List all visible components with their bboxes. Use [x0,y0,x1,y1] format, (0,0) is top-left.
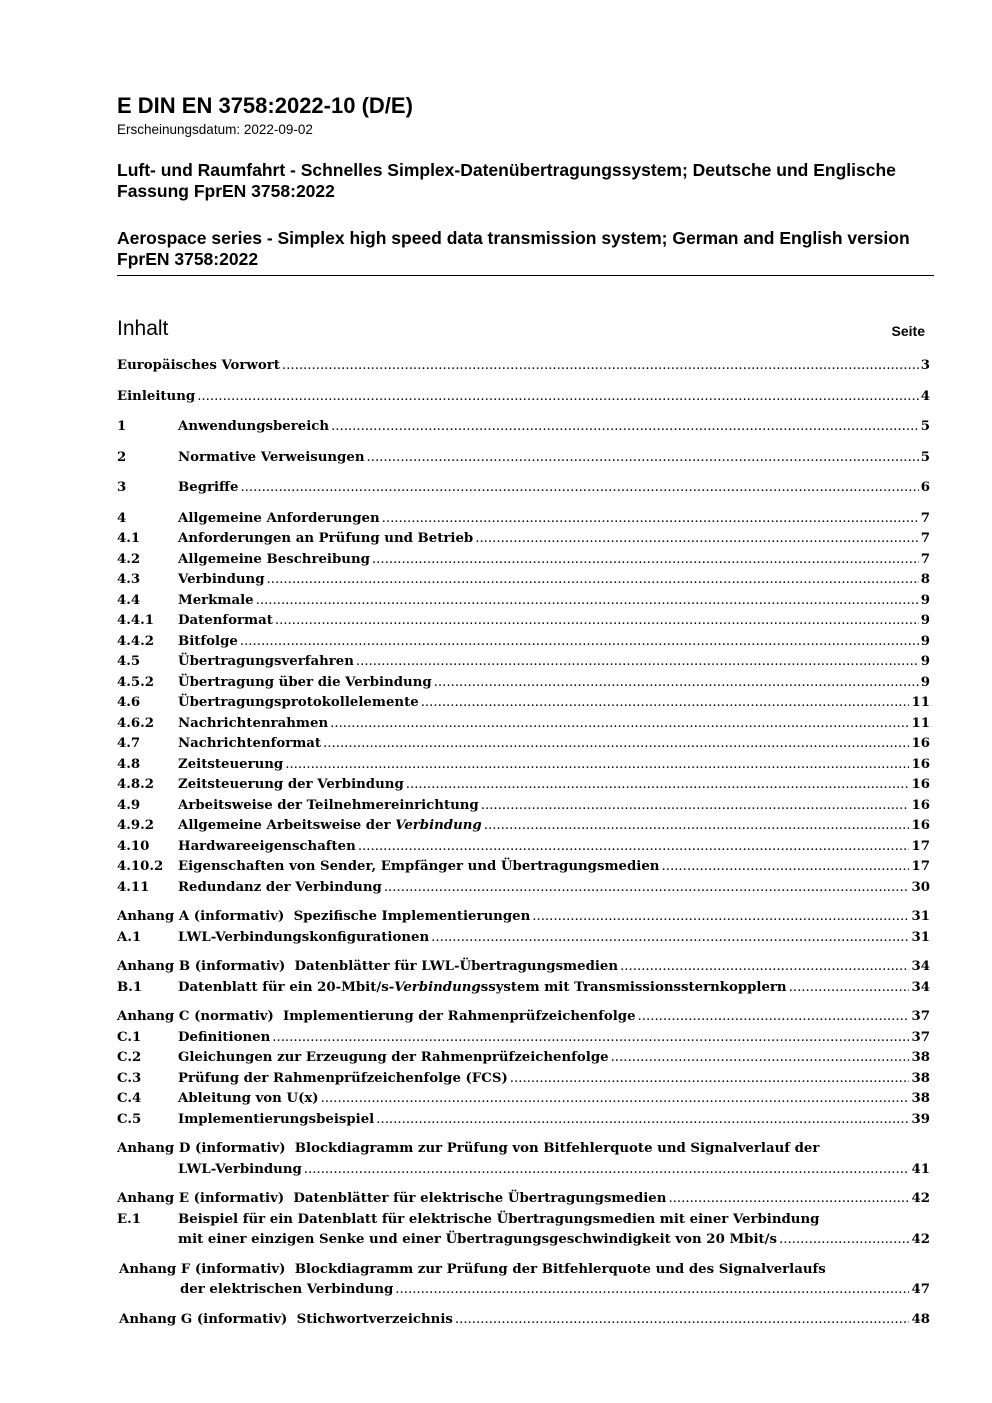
toc-entry[interactable] [117,478,930,499]
toc-entry-page: 16 [911,818,930,833]
toc-entry-page: 9 [920,633,930,649]
toc-entry[interactable] [117,570,930,591]
toc-dot-leader [372,550,919,571]
toc-dot-leader [323,734,909,755]
toc-entry-label: Ableitung von U(x) [178,1091,319,1106]
toc-entry-label: Übertragungsverfahren [178,654,354,669]
toc-entry[interactable] [117,632,930,653]
toc-dot-leader [367,448,919,469]
toc-entry-number: 4.8 [117,756,141,772]
toc-entry-page: 8 [920,572,930,587]
toc-entry-page: 5 [920,449,930,465]
toc-dot-leader [382,509,919,530]
toc-dot-leader [272,1028,909,1049]
toc-entry-annex[interactable] [117,1260,930,1281]
toc-entry-label: Bitfolge [178,633,238,649]
toc-entry[interactable] [117,1028,930,1049]
toc-entry-label: Implementierungsbeispiel [178,1111,375,1127]
toc-entry-label: Merkmale [178,592,254,608]
toc-entry-page: 6 [920,480,930,495]
toc-entry[interactable] [117,714,930,735]
toc-dot-leader [406,775,910,796]
document-id: E DIN EN 3758:2022-10 (D/E) [117,93,413,118]
toc-dot-leader [779,1230,909,1251]
toc-entry-page: 9 [920,592,930,608]
toc-entry-page: 11 [911,715,930,731]
toc-dot-leader [532,907,909,928]
toc-entry-label: Nachrichtenrahmen [178,715,329,731]
toc-entry-number: 4.2 [117,551,141,567]
toc-entry-annex-continuation[interactable] [117,1280,930,1301]
toc-entry-number: 4.7 [117,736,141,751]
toc-entry-page: 7 [920,531,930,546]
toc-entry-page: 11 [911,695,930,710]
table-of-contents [117,356,930,1330]
toc-entry[interactable] [117,775,930,796]
toc-entry-number: 4.9.2 [117,818,155,833]
toc-entry-number: 4.1 [117,531,141,546]
toc-entry-annex[interactable] [117,907,930,928]
toc-entry-label-text: Allgemeine Arbeitsweise der [178,818,391,833]
toc-dot-leader [304,1160,910,1181]
toc-entry[interactable] [117,591,930,612]
toc-entry-label [178,978,787,999]
toc-entry-label: Anwendungsbereich [178,419,330,434]
toc-entry-number: 4.10 [117,838,150,854]
toc-dot-leader [510,1069,910,1090]
toc-entry-label: Anhang B (informativ) Datenblätter für LWL-Übertragungsmedien [117,959,619,974]
toc-entry-label: Datenformat [178,613,273,628]
toc-entry-label: Definitionen [178,1029,271,1045]
toc-entry-label: Anhang G (informativ) Stichwortverzeichnis [119,1311,453,1327]
toc-dot-leader [661,857,909,878]
toc-entry-number: 4.6.2 [117,715,155,731]
toc-entry-number: C.2 [117,1050,142,1065]
toc-entry[interactable] [117,529,930,550]
toc-entry-page: 41 [911,1161,930,1177]
toc-heading: Inhalt [117,317,169,340]
toc-entry-number: 4.4.2 [117,633,155,649]
toc-entry-number: 4.6 [117,695,141,710]
toc-entry-page: 16 [911,756,930,772]
toc-dot-leader [356,652,919,673]
toc-entry-page: 16 [911,797,930,813]
toc-entry[interactable] [117,1048,930,1069]
toc-entry-page: 3 [920,358,930,373]
toc-entry-annex[interactable] [117,1007,930,1028]
toc-entry[interactable] [117,755,930,776]
toc-entry-number: 4.4 [117,592,141,608]
toc-entry-page: 4 [920,388,930,404]
toc-entry-label: Beispiel für ein Datenblatt für elektrische Übertragungsmedien mit einer Verbindung [178,1211,820,1227]
toc-entry-label-italic: Verbindung [394,979,481,995]
toc-entry-number: 4.5 [117,654,141,669]
toc-entry-label: Allgemeine Anforderungen [178,510,380,526]
toc-dot-leader [240,478,918,499]
toc-entry[interactable] [117,448,930,469]
toc-entry-page: 9 [920,674,930,690]
toc-entry-number: 4.8.2 [117,777,155,792]
toc-entry[interactable] [117,652,930,673]
toc-dot-leader [395,1280,909,1301]
toc-entry-number: A.1 [117,929,142,945]
toc-entry-label: Anhang C (normativ) Implementierung der Rahmenprüfzeichenfolge [117,1009,636,1024]
toc-entry-page: 37 [911,1009,930,1024]
toc-entry-label: Anhang F (informativ) Blockdiagramm zur Prüfung der Bitfehlerquote und des Signalverlaufs [119,1261,826,1277]
toc-entry-label: Hardwareeigenschaften [178,838,356,854]
toc-entry-label-line2: mit einer einzigen Senke und einer Übertragungsgeschwindigkeit von 20 Mbit/s [178,1232,777,1247]
toc-dot-leader [285,755,909,776]
toc-entry-label: Allgemeine Beschreibung [178,551,370,567]
toc-entry-number: 4.9 [117,797,141,813]
toc-dot-leader [267,570,919,591]
header-divider [117,275,934,276]
toc-entry-label: Normative Verweisungen [178,449,365,465]
toc-entry-number: 4.5.2 [117,674,155,690]
toc-entry-label: Arbeitsweise der Teilnehmereinrichtung [178,797,479,813]
toc-entry-number: 4 [117,510,127,526]
toc-entry-label: Europäisches Vorwort [117,358,280,373]
toc-dot-leader [384,878,910,899]
toc-entry-annex[interactable] [117,957,930,978]
publication-date: Erscheinungsdatum: 2022-09-02 [117,122,313,137]
toc-entry-page: 5 [920,419,930,434]
toc-entry-label: Nachrichtenformat [178,736,322,751]
toc-entry[interactable] [117,611,930,632]
toc-entry-page: 48 [911,1311,930,1327]
toc-entry-label: Prüfung der Rahmenprüfzeichenfolge (FCS) [178,1070,508,1086]
toc-entry-label-italic: Verbindung [395,818,482,833]
toc-entry-label: Redundanz der Verbindung [178,879,382,895]
toc-entry-page: 39 [911,1111,930,1127]
toc-entry-number: E.1 [117,1211,142,1227]
toc-dot-leader [421,693,910,714]
toc-entry-label: LWL-Verbindungskonfigurationen [178,929,430,945]
toc-entry[interactable] [117,1210,930,1231]
toc-dot-leader [481,796,910,817]
toc-entry-label-line2: der elektrischen Verbindung [180,1282,394,1297]
toc-entry[interactable] [117,857,930,878]
title-english: Aerospace series - Simplex high speed data transmission system; German and English version FprEN 3758:2022 [117,228,910,269]
toc-entry[interactable] [117,837,930,858]
toc-entry-label: Anhang D (informativ) Blockdiagramm zur Prüfung von Bitfehlerquote und Signalverlauf der [117,1141,820,1156]
toc-entry[interactable] [117,1069,930,1090]
toc-entry-annex-continuation[interactable] [117,1160,930,1181]
toc-dot-leader [455,1310,910,1331]
toc-entry-annex[interactable] [117,1189,930,1210]
toc-entry[interactable] [117,356,930,377]
toc-entry-label [178,816,482,837]
toc-dot-leader [256,591,919,612]
toc-entry[interactable] [117,796,930,817]
toc-entry-number: 4.11 [117,879,150,895]
toc-entry-label-text: Datenblatt für ein 20-Mbit/s- [178,979,395,995]
toc-entry[interactable] [117,878,930,899]
toc-entry-number: C.4 [117,1091,142,1106]
toc-entry[interactable] [117,978,930,999]
toc-entry-annex[interactable] [117,1139,930,1160]
toc-entry-label: Zeitsteuerung der Verbindung [178,777,404,792]
toc-entry-label-tail: ssystem mit Transmissionssternkopplern [480,979,787,995]
toc-entry[interactable] [117,928,930,949]
toc-entry-number: 3 [117,480,127,495]
toc-dot-leader [358,837,910,858]
toc-entry-number: C.3 [117,1070,142,1086]
toc-dot-leader [330,714,909,735]
toc-dot-leader [197,387,919,408]
toc-dot-leader [638,1007,910,1028]
toc-entry-number: 4.3 [117,572,141,587]
toc-dot-leader [611,1048,910,1069]
toc-entry-number: C.5 [117,1111,142,1127]
toc-entry-page: 16 [911,736,930,751]
toc-entry-page: 30 [911,879,930,895]
toc-dot-leader [431,928,909,949]
toc-entry-page: 38 [911,1050,930,1065]
toc-entry-annex[interactable] [117,1310,930,1331]
toc-entry-label: Übertragungsprotokollelemente [178,695,419,710]
toc-entry-page: 38 [911,1091,930,1106]
toc-entry-label: Übertragung über die Verbindung [178,674,432,690]
toc-entry-page: 34 [911,959,930,974]
toc-entry-page: 17 [911,838,930,854]
toc-entry-page: 42 [911,1232,930,1247]
toc-entry-number: 4.10.2 [117,859,164,874]
document-header [117,93,934,270]
toc-entry[interactable] [117,1089,930,1110]
toc-entry-label: Anhang E (informativ) Datenblätter für elektrische Übertragungsmedien [117,1191,667,1206]
toc-entry-number: 1 [117,419,127,434]
toc-dot-leader [376,1110,909,1131]
toc-entry-page: 17 [911,859,930,874]
toc-dot-leader [668,1189,909,1210]
toc-entry[interactable] [117,387,930,408]
toc-dot-leader [475,529,919,550]
toc-entry-label: Anforderungen an Prüfung und Betrieb [178,531,474,546]
toc-entry[interactable] [117,734,930,755]
toc-entry-number: 2 [117,449,127,465]
toc-dot-leader [282,356,919,377]
toc-entry-label-line2: LWL-Verbindung [178,1161,302,1177]
toc-entry-number: B.1 [117,979,143,995]
toc-entry-page: 42 [911,1191,930,1206]
toc-entry[interactable] [117,673,930,694]
toc-entry-label: Zeitsteuerung [178,756,284,772]
toc-entry-number: 4.4.1 [117,613,155,628]
toc-entry-label: Anhang A (informativ) Spezifische Implementierungen [117,909,531,924]
toc-entry-label: Verbindung [178,572,265,587]
toc-entry-continuation[interactable] [117,1230,930,1251]
toc-dot-leader [789,978,910,999]
toc-entry-page: 16 [911,777,930,792]
toc-dot-leader [484,816,910,837]
toc-entry-page: 31 [911,929,930,945]
title-german: Luft- und Raumfahrt - Schnelles Simplex-Datenübertragungssystem; Deutsche und Englische Fassung FprEN 3758:2022 [117,160,896,201]
toc-entry-page: 34 [911,979,930,995]
toc-entry-label: Einleitung [117,388,196,404]
toc-page-column-label: Seite [891,323,925,339]
toc-entry[interactable] [117,1110,930,1131]
toc-entry-number: C.1 [117,1029,142,1045]
toc-entry-label: Gleichungen zur Erzeugung der Rahmenprüfzeichenfolge [178,1050,609,1065]
toc-entry-page: 9 [920,654,930,669]
toc-entry-page: 31 [911,909,930,924]
toc-entry-label: Begriffe [178,480,239,495]
toc-entry-page: 38 [911,1070,930,1086]
toc-entry-page: 37 [911,1029,930,1045]
toc-entry[interactable] [117,550,930,571]
toc-dot-leader [240,632,919,653]
toc-entry[interactable] [117,693,930,714]
toc-entry[interactable] [117,816,930,837]
toc-entry-page: 47 [911,1282,930,1297]
toc-entry-page: 7 [920,551,930,567]
toc-entry-page: 9 [920,613,930,628]
toc-dot-leader [321,1089,910,1110]
toc-entry[interactable] [117,509,930,530]
toc-entry-label: Eigenschaften von Sender, Empfänger und Übertragungsmedien [178,859,660,874]
toc-entry-page: 7 [920,510,930,526]
toc-entry[interactable] [117,417,930,438]
toc-dot-leader [620,957,909,978]
toc-dot-leader [275,611,919,632]
toc-dot-leader [434,673,919,694]
toc-dot-leader [331,417,919,438]
